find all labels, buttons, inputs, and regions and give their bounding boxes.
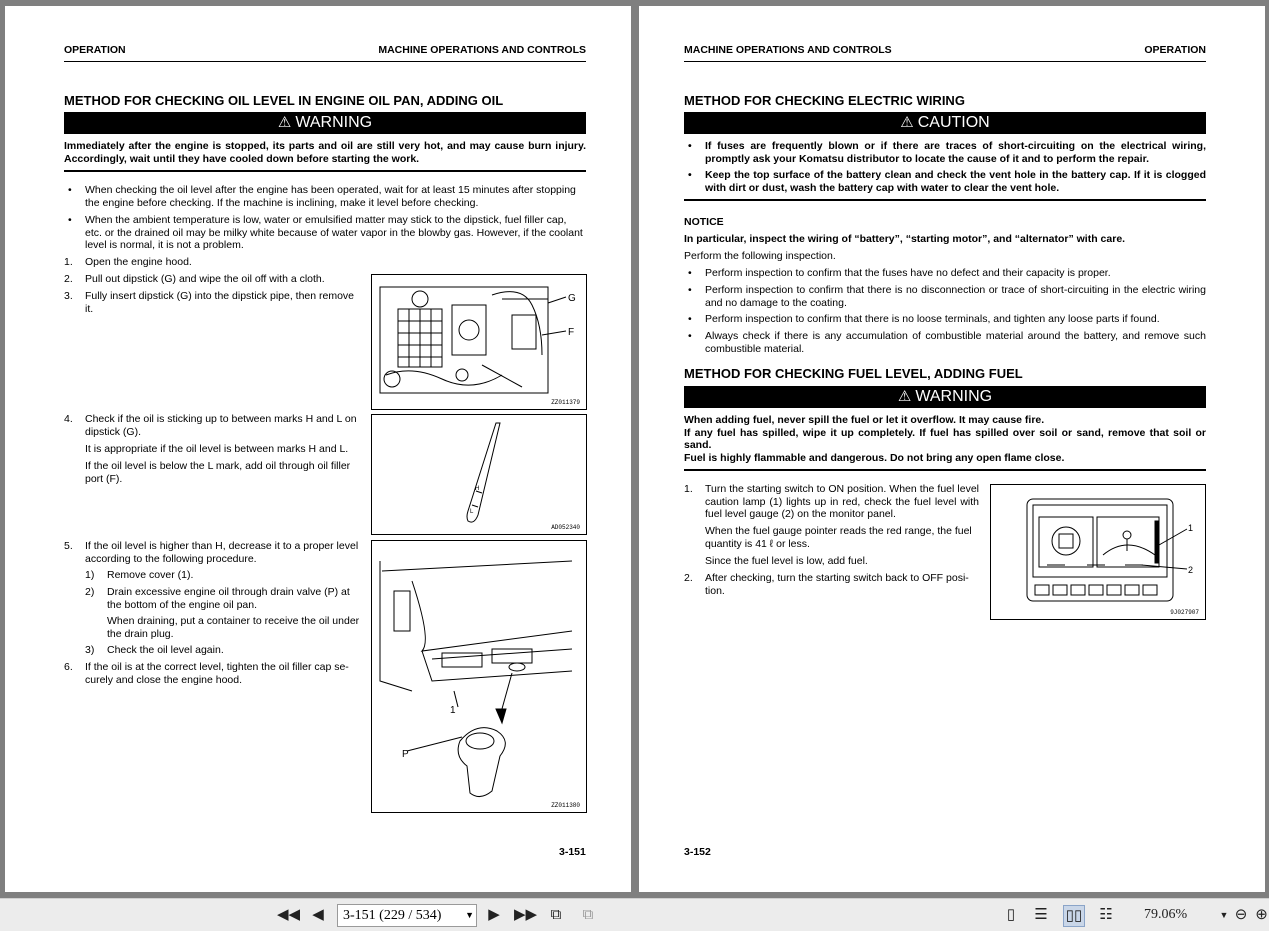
chevron-down-icon: ▼: [465, 910, 474, 920]
document-page-right: MACHINE OPERATIONS AND CONTROLS OPERATION METHOD FOR CHECKING ELECTRIC WIRING ⚠ CAUTION • If fuses are frequently blown or if there are traces of short-circuiting on the electrical wiring, promptly ask your Komatsu distributor to locate the cause of it and to perform the repair. • Keep the top surface of the battery clean and check the vent hole in the battery cap. If it is clogged with dirt or dust, wash the battery cap with water to clear the vent hole. NOTICE In particular, inspect the wiring of “battery”, “starting motor”, and “alternator” with care. Perform the following inspection. • Perform inspection to confirm that the fuses have no defect and their capacity is proper. • Perform inspection to confirm that there is no disconnection or trace of short-circuiting in the electric wiring and no damage to the coating. • Perform inspection to confirm that there is no loose terminals, and tighten any loose parts if found. • Always check if there is any accumulation of combustible material around the battery, and remove such combustible material. METHOD FOR CHECKING FUEL LEVEL, ADDING FUEL ⚠ WARNING When adding fuel, never spill the fuel or let it overflow. It may cause fire. If any fuel has spilled, wipe it up completely. If fuel has spilled over soil or sand, remove that soil or sand. Fuel is highly flammable and dangerous. Do not bring any open flame close. 1. Turn the starting switch to ON position. When the fuel level caution lamp (1) lights up in red, check the fuel level with fuel level gauge (2) on the monitor panel. When the fuel gauge pointer reads the red range, the fuel quantity is 41 ℓ or less. Since the fuel level is low, add fuel. 2. After checking, turn the starting switch back to OFF posi-tion. 1 2 9J027907 3-152: [639, 6, 1265, 892]
drain-valve-illustration: [372, 541, 586, 812]
header-left: OPERATION: [64, 44, 126, 56]
warning-icon: ⚠: [897, 388, 912, 405]
continuous-icon[interactable]: ☰: [1034, 906, 1048, 923]
step-1-note-1: When the fuel gauge pointer reads the red range, the fuel quantity is 41 ℓ or less.: [705, 525, 972, 550]
callout-2: 2: [1188, 565, 1194, 575]
caution-label: CAUTION: [917, 114, 990, 131]
header-rule: [684, 61, 1206, 62]
next-view-icon[interactable]: ⧉: [582, 906, 594, 923]
warning-banner: [64, 112, 586, 134]
facing-icon[interactable]: ▯▯: [1063, 905, 1085, 927]
callout-g: G: [568, 293, 576, 304]
engine-illustration: [372, 275, 586, 409]
mark-h: H: [475, 486, 480, 492]
continuous-facing-icon[interactable]: ☷: [1099, 906, 1113, 923]
figure-monitor-panel: [990, 484, 1206, 620]
prev-page-icon[interactable]: ◀: [312, 906, 324, 923]
header-right: OPERATION: [1144, 44, 1206, 56]
step-1-note-2: Since the fuel level is low, add fuel.: [705, 555, 868, 567]
header-rule: [64, 61, 586, 62]
section-title: METHOD FOR CHECKING ELECTRIC WIRING: [684, 93, 965, 108]
page-number: 3-152: [684, 846, 711, 858]
figure-drain-valve: [371, 540, 587, 813]
warning-text: When adding fuel, never spill the fuel or let it overflow. It may cause fire. If any fuel has spilled, wipe it up completely. If fuel has spilled over soil or sand, remove that soil or sand. Fuel is highly flammable and dangerous. Do not bring any open flame close.: [684, 414, 1206, 464]
zoom-in-icon[interactable]: ⊕: [1255, 906, 1268, 923]
callout-p: P: [402, 749, 409, 760]
notice-text: In particular, inspect the wiring of “battery”, “starting motor”, and “alternator” with care.: [684, 233, 1126, 245]
warning-label: WARNING: [915, 388, 993, 405]
page-number: 3-151: [559, 846, 586, 858]
mark-l: L: [470, 509, 474, 515]
page-indicator: 3-151 (229 / 534): [343, 908, 442, 923]
callout-1: 1: [1188, 523, 1194, 533]
dipstick-illustration: [372, 415, 586, 534]
caution-icon: ⚠: [900, 114, 914, 131]
monitor-panel-illustration: [991, 485, 1205, 619]
figure-code: ZZ011379: [551, 399, 580, 406]
next-page-icon[interactable]: ▶: [488, 906, 500, 923]
warning-rule: [684, 469, 1206, 471]
first-page-icon[interactable]: ◀◀: [277, 906, 301, 923]
viewer-toolbar: [0, 898, 1269, 931]
last-page-icon[interactable]: ▶▶: [514, 906, 538, 923]
figure-dipstick: [371, 414, 587, 535]
zoom-out-icon[interactable]: ⊖: [1234, 906, 1248, 923]
figure-code: AD052340: [551, 524, 580, 531]
header-right: MACHINE OPERATIONS AND CONTROLS: [378, 44, 586, 56]
step-4-note-1: It is appropriate if the oil level is between marks H and L.: [85, 443, 349, 455]
page-selector[interactable]: [337, 904, 477, 927]
warning-label: WARNING: [295, 114, 373, 131]
caution-banner: [684, 112, 1206, 134]
zoom-level[interactable]: 79.06%: [1144, 907, 1188, 922]
notice-label: NOTICE: [684, 216, 724, 228]
warning-text: Immediately after the engine is stopped, its parts and oil are still very hot, and may cause burn injury. Accordingly, wait until they have cooled down before starting the work.: [64, 140, 586, 165]
single-page-icon[interactable]: ▯: [1006, 906, 1016, 923]
figure-code: ZZ011380: [551, 802, 580, 809]
figure-code: 9J027907: [1170, 609, 1199, 616]
zoom-dropdown-icon[interactable]: ▼: [1219, 910, 1229, 920]
warning-icon: ⚠: [277, 114, 292, 131]
callout-f: F: [568, 327, 575, 338]
callout-1: 1: [450, 705, 456, 716]
section-title: METHOD FOR CHECKING FUEL LEVEL, ADDING FUEL: [684, 366, 1023, 381]
step-5-sub-2-note: When draining, put a container to receive the oil under the drain plug.: [107, 615, 360, 640]
figure-engine-compartment: [371, 274, 587, 410]
warning-rule: [64, 170, 586, 172]
section-title: METHOD FOR CHECKING OIL LEVEL IN ENGINE OIL PAN, ADDING OIL: [64, 93, 504, 108]
header-left: MACHINE OPERATIONS AND CONTROLS: [684, 44, 892, 56]
caution-rule: [684, 199, 1206, 201]
notice-intro: Perform the following inspection.: [684, 250, 836, 262]
document-page-left: OPERATION MACHINE OPERATIONS AND CONTROLS METHOD FOR CHECKING OIL LEVEL IN ENGINE OIL PAN, ADDING OIL ⚠ WARNING Immediately after the engine is stopped, its parts and oil are still very hot, and may cause burn injury. Accordingly, wait until they have cooled down before starting the work. • When checking the oil level after the engine has been operated, wait for at least 15 minutes after stopping the engine before checking. If the machine is inclining, make it level before checking. • When the ambient temperature is low, water or emulsified matter may stick to the dipstick, fuel filler cap, etc. or the drained oil may be milky white because of water vapor in the blowby gas. However, if the coolant level is normal, it is not a problem. 1. Open the engine hood. 2. Pull out dipstick (G) and wipe the oil off with a cloth. 3. Fully insert dipstick (G) into the dipstick pipe, then remove it. G F ZZ011379 4. Check if the oil is sticking up to between marks H and L on dipstick (G). It is appropriate if the oil level is between marks H and L. If the oil level is below the L mark, add oil through oil filler port (F). H L AD052340 5. If the oil level is higher than H, decrease it to a proper level according to the following procedure. 1) Remove cover (1). 2) Drain excessive engine oil through drain valve (P) at the bottom of the engine oil pan. When draining, put a container to receive the oil under the drain plug. 3) Check the oil level again. 6. If the oil is at the correct level, tighten the oil filler cap se-curely and close the engine hood. 1 P ZZ011380 3-151: [5, 6, 631, 892]
step-4-note-2: If the oil level is below the L mark, add oil through oil filler port (F).: [85, 460, 351, 485]
warning-banner: [684, 386, 1206, 408]
previous-view-icon[interactable]: ⧉: [550, 906, 562, 923]
